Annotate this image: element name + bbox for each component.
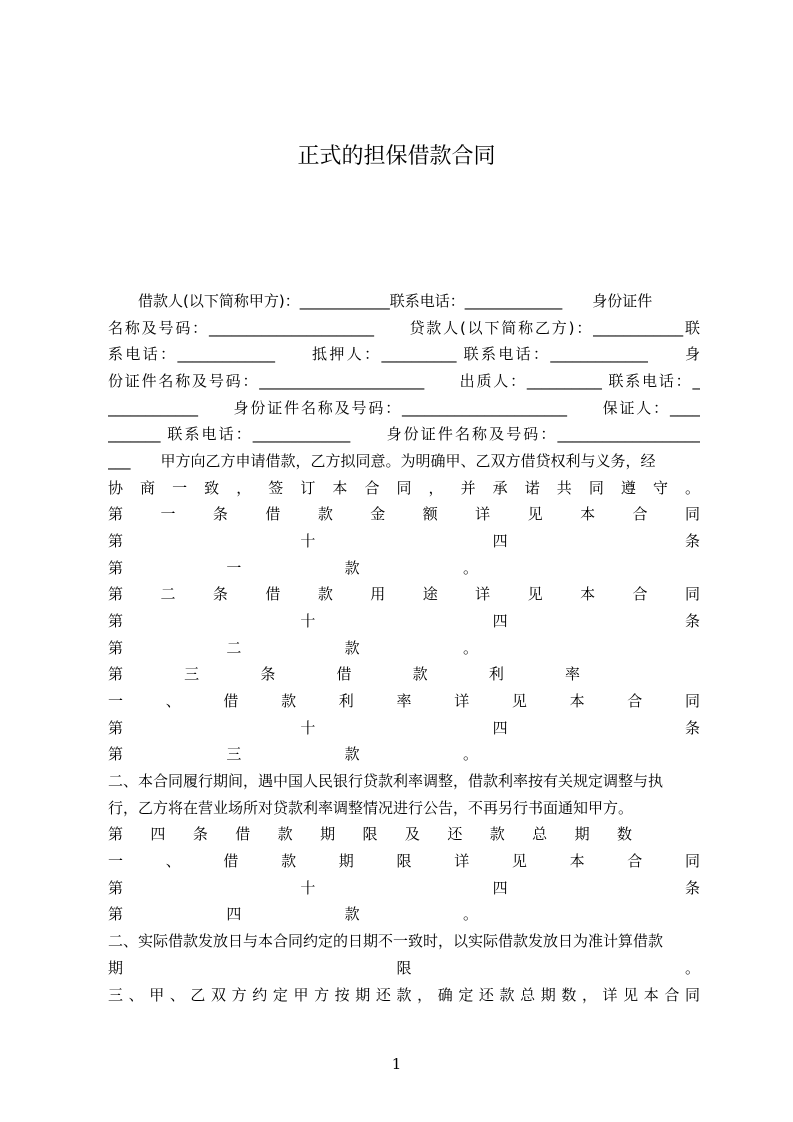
body-line: 第 十 四 条 (108, 532, 700, 550)
body-line: 第 二 款 。 (108, 639, 478, 657)
body-line: 第 三 条 借 款 利 率 (108, 665, 580, 683)
body-line: 一 、 借 款 利 率 详 见 本 合 同 (108, 692, 700, 710)
body-line: 第 四 条 借 款 期 限 及 还 款 总 期 数 (108, 825, 632, 843)
body-line: 第 四 款 。 (108, 905, 478, 923)
page-number: 1 (391, 1055, 402, 1073)
body-line: 二、本合同履行期间，遇中国人民银行贷款利率调整，借款利率按有关规定调整与执 (108, 772, 664, 790)
body-line: ___ 甲方向乙方申请借款，乙方拟同意。为明确甲、乙双方借贷权利与义务，经 (108, 452, 656, 470)
body-line: 第 一 条 借 款 金 额 详 见 本 合 同 (108, 505, 700, 523)
body-line: 第 十 四 条 (108, 612, 700, 630)
body-line: 三、甲、乙双方约定甲方按期还款，确定还款总期数，详见本合同 (108, 986, 700, 1004)
body-line: 行，乙方将在营业场所对贷款利率调整情况进行公告，不再另行书面通知甲方。 (108, 799, 634, 817)
body-line: 第 一 款 。 (108, 559, 478, 577)
body-line: 第 十 四 条 (108, 879, 700, 897)
body-line: 第 三 款 。 (108, 745, 478, 763)
body-line: 第 十 四 条 (108, 719, 700, 737)
body-line: 名称及号码：______________________ 贷款人(以下简称乙方)：____________联 (108, 319, 700, 337)
body-line: 协 商 一 致 ， 签 订 本 合 同 ， 并 承 诺 共 同 遵 守 。 (108, 479, 700, 497)
body-line: 一 、 借 款 期 限 详 见 本 合 同 (108, 852, 700, 870)
body-line: 二、实际借款发放日与本合同约定的日期不一致时，以实际借款发放日为准计算借款 (108, 932, 664, 950)
body-line: ____________ 身份证件名称及号码：______________________ 保证人：____ (108, 399, 700, 417)
body-line: 第 二 条 借 款 用 途 详 见 本 合 同 (108, 585, 700, 603)
body-line: 期 限 。 (108, 959, 700, 977)
body-line: 借款人(以下简称甲方)：____________联系电话：_____________ 身份证件 (108, 292, 653, 310)
body-line: _______ 联系电话：_____________ 身份证件名称及号码：___________________ (108, 425, 700, 443)
body-line: 系电话：_____________ 抵押人：__________ 联系电话：_____________ 身 (108, 345, 700, 363)
document-title: 正式的担保借款合同 (297, 144, 496, 169)
body-line: 份证件名称及号码：______________________ 出质人：__________ 联系电话：_ (108, 372, 700, 390)
